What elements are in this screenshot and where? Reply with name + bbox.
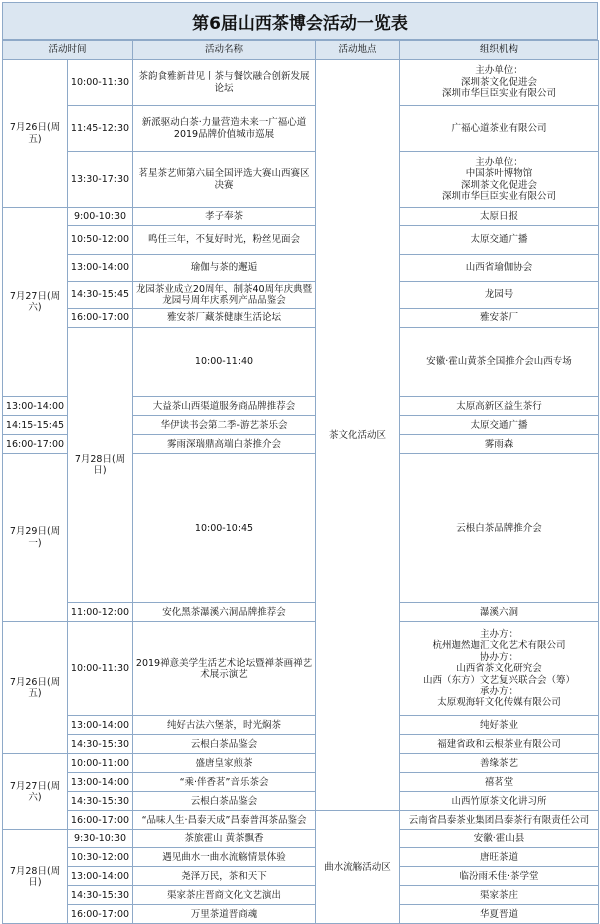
table-row: [3, 60, 599, 106]
organizer-cell: 雾雨森: [400, 435, 599, 454]
time-cell: 11:00-12:00: [68, 603, 133, 622]
table-row: [3, 754, 599, 773]
organizer-cell: 临汾雨禾佳·茶学堂: [400, 867, 599, 886]
activity-name-cell: 雅安茶厂藏茶健康生活论坛: [133, 309, 316, 328]
activity-name-cell: 2019禅意美学生活艺术论坛暨禅茶画禅艺术展示演艺: [133, 622, 316, 716]
table-row: [3, 255, 599, 282]
organizer-cell: 主办单位： 中国茶叶博物馆 深圳茶文化促进会 深圳市华巨臣实业有限公司: [400, 152, 599, 208]
organizer-cell: 主办方： 杭州迦然迦汇文化艺术有限公司 协办方： 山西省茶文化研究会 山西（东方）文艺复兴联合会（筹） 承办方： 太原观海轩文化传媒有限公司: [400, 622, 599, 716]
organizer-cell: 太原交通广播: [400, 226, 599, 255]
time-cell: 10:00-11:30: [68, 622, 133, 716]
time-cell: 10:50-12:00: [68, 226, 133, 255]
time-cell: 9:00-10:30: [68, 208, 133, 226]
time-cell: 14:30-15:30: [68, 735, 133, 754]
time-cell: 9:30-10:30: [68, 830, 133, 848]
activity-name-cell: 雾雨深瑞鼎高端白茶推介会: [133, 435, 316, 454]
activity-name-cell: 新派驱动白茶·力量营造未来一广福心道2019品牌价值城市巡展: [133, 106, 316, 152]
organizer-cell: 唐旺茶道: [400, 848, 599, 867]
table-row: [3, 905, 599, 924]
table-row: [3, 106, 599, 152]
table-row: [3, 867, 599, 886]
organizer-cell: 雅安茶厂: [400, 309, 599, 328]
time-cell: 16:00-17:00: [68, 309, 133, 328]
organizer-cell: 禧茗堂: [400, 773, 599, 792]
organizer-cell: 山西竹原茶文化讲习所: [400, 792, 599, 811]
time-cell: 13:00-14:00: [68, 867, 133, 886]
time-cell: 10:00-11:00: [68, 754, 133, 773]
date-cell: 7月28日(周日): [68, 328, 133, 603]
activity-name-cell: 茶韵食雅新昔见丨茶与餐饮融合创新发展论坛: [133, 60, 316, 106]
activity-name-cell: 安徽·霍山黄茶全国推介会山西专场: [400, 328, 599, 397]
time-cell: 10:00-10:45: [133, 454, 316, 603]
table-row: [3, 811, 599, 830]
organizer-cell: 主办单位： 深圳茶文化促进会 深圳市华巨臣实业有限公司: [400, 60, 599, 106]
date-cell: 7月27日(周六): [3, 208, 68, 397]
time-cell: 11:45-12:30: [68, 106, 133, 152]
organizer-cell: 太原日报: [400, 208, 599, 226]
page-title: 第6届山西茶博会活动一览表: [2, 2, 598, 40]
table-row: [3, 309, 599, 328]
header-row: [3, 41, 599, 60]
activity-name-cell: 鸣任三年，不复好时光，粉丝见面会: [133, 226, 316, 255]
organizer-cell: 广福心道茶业有限公司: [400, 106, 599, 152]
date-cell: 7月26日(周五): [3, 622, 68, 754]
activity-name-cell: 瑜伽与茶的邂逅: [133, 255, 316, 282]
activity-name-cell: 云根白茶品牌推介会: [400, 454, 599, 603]
date-cell: 7月28日(周日): [3, 830, 68, 924]
time-cell: 13:30-17:30: [68, 152, 133, 208]
activity-name-cell: 尧泽万民，茶和天下: [133, 867, 316, 886]
table-row: [3, 830, 599, 848]
schedule-table: [2, 40, 599, 924]
table-row: [3, 603, 599, 622]
organizer-cell: 善缘茶艺: [400, 754, 599, 773]
header-location: 活动地点: [316, 41, 400, 60]
date-cell: 7月27日(周六): [3, 754, 68, 830]
activity-name-cell: “品味人生·昌泰天成”昌泰普洱茶品鉴会: [133, 811, 316, 830]
organizer-cell: 龙园号: [400, 282, 599, 309]
table-row: [3, 152, 599, 208]
time-cell: 10:30-12:00: [68, 848, 133, 867]
table-row: [3, 716, 599, 735]
time-cell: 14:30-15:30: [68, 886, 133, 905]
activity-name-cell: 华伊读书会第二季-游艺茶乐会: [133, 416, 316, 435]
table-row: [3, 226, 599, 255]
date-cell: 7月26日(周五): [3, 60, 68, 208]
time-cell: 16:00-17:00: [3, 435, 68, 454]
table-row: [3, 792, 599, 811]
organizer-cell: 渠家茶庄: [400, 886, 599, 905]
activity-name-cell: 安化黑茶瀑溪六洞品牌推荐会: [133, 603, 316, 622]
time-cell: 10:00-11:30: [68, 60, 133, 106]
activity-name-cell: 茶旅霍山 黄茶飘香: [133, 830, 316, 848]
time-cell: 13:00-14:00: [68, 773, 133, 792]
table-row: [3, 328, 599, 397]
table-row: [3, 886, 599, 905]
date-cell: 7月29日(周一): [3, 454, 68, 622]
table-row: [3, 208, 599, 226]
activity-name-cell: 遇见曲水一曲水流觞情景体验: [133, 848, 316, 867]
activity-name-cell: “乘·伴香茗”音乐茶会: [133, 773, 316, 792]
activity-name-cell: 云根白茶品鉴会: [133, 792, 316, 811]
time-cell: 16:00-17:00: [68, 905, 133, 924]
activity-name-cell: 大益茶山西渠道服务商品牌推荐会: [133, 397, 316, 416]
location-cell: 茶文化活动区: [316, 60, 400, 811]
activity-name-cell: 盛唐皇家煎茶: [133, 754, 316, 773]
time-cell: 16:00-17:00: [68, 811, 133, 830]
organizer-cell: 太原交通广播: [400, 416, 599, 435]
time-cell: 13:00-14:00: [68, 716, 133, 735]
organizer-cell: 纯好茶业: [400, 716, 599, 735]
activity-name-cell: 孝子奉茶: [133, 208, 316, 226]
activity-name-cell: 万里茶道晋商魂: [133, 905, 316, 924]
organizer-cell: 山西省瑜伽协会: [400, 255, 599, 282]
organizer-cell: 福建省政和云根茶业有限公司: [400, 735, 599, 754]
time-cell: 14:30-15:45: [68, 282, 133, 309]
table-row: [3, 773, 599, 792]
time-cell: 14:15-15:45: [3, 416, 68, 435]
organizer-cell: 华夏晋道: [400, 905, 599, 924]
table-row: [3, 282, 599, 309]
activity-name-cell: 云根白茶品鉴会: [133, 735, 316, 754]
table-row: [3, 848, 599, 867]
time-cell: 13:00-14:00: [68, 255, 133, 282]
location-cell: 曲水流觞活动区: [316, 811, 400, 924]
time-cell: 14:30-15:30: [68, 792, 133, 811]
organizer-cell: 云南省昌泰茶业集团昌泰茶行有限责任公司: [400, 811, 599, 830]
table-row: [3, 735, 599, 754]
time-cell: 10:00-11:40: [133, 328, 316, 397]
organizer-cell: 瀑溪六洞: [400, 603, 599, 622]
time-cell: 13:00-14:00: [3, 397, 68, 416]
header-organizer: 组织机构: [400, 41, 599, 60]
table-row: [3, 622, 599, 716]
activity-name-cell: 茗星茶艺师第六届全国评选大赛山西赛区决赛: [133, 152, 316, 208]
organizer-cell: 太原高新区益生茶行: [400, 397, 599, 416]
activity-name-cell: 龙园茶业成立20周年、制茶40周年庆典暨龙园号周年庆系列产品品鉴会: [133, 282, 316, 309]
header-time: 活动时间: [3, 41, 133, 60]
header-name: 活动名称: [133, 41, 316, 60]
organizer-cell: 安徽·霍山县: [400, 830, 599, 848]
activity-name-cell: 纯好古法六堡茶，时光焖茶: [133, 716, 316, 735]
activity-name-cell: 渠家茶庄晋商文化文艺演出: [133, 886, 316, 905]
